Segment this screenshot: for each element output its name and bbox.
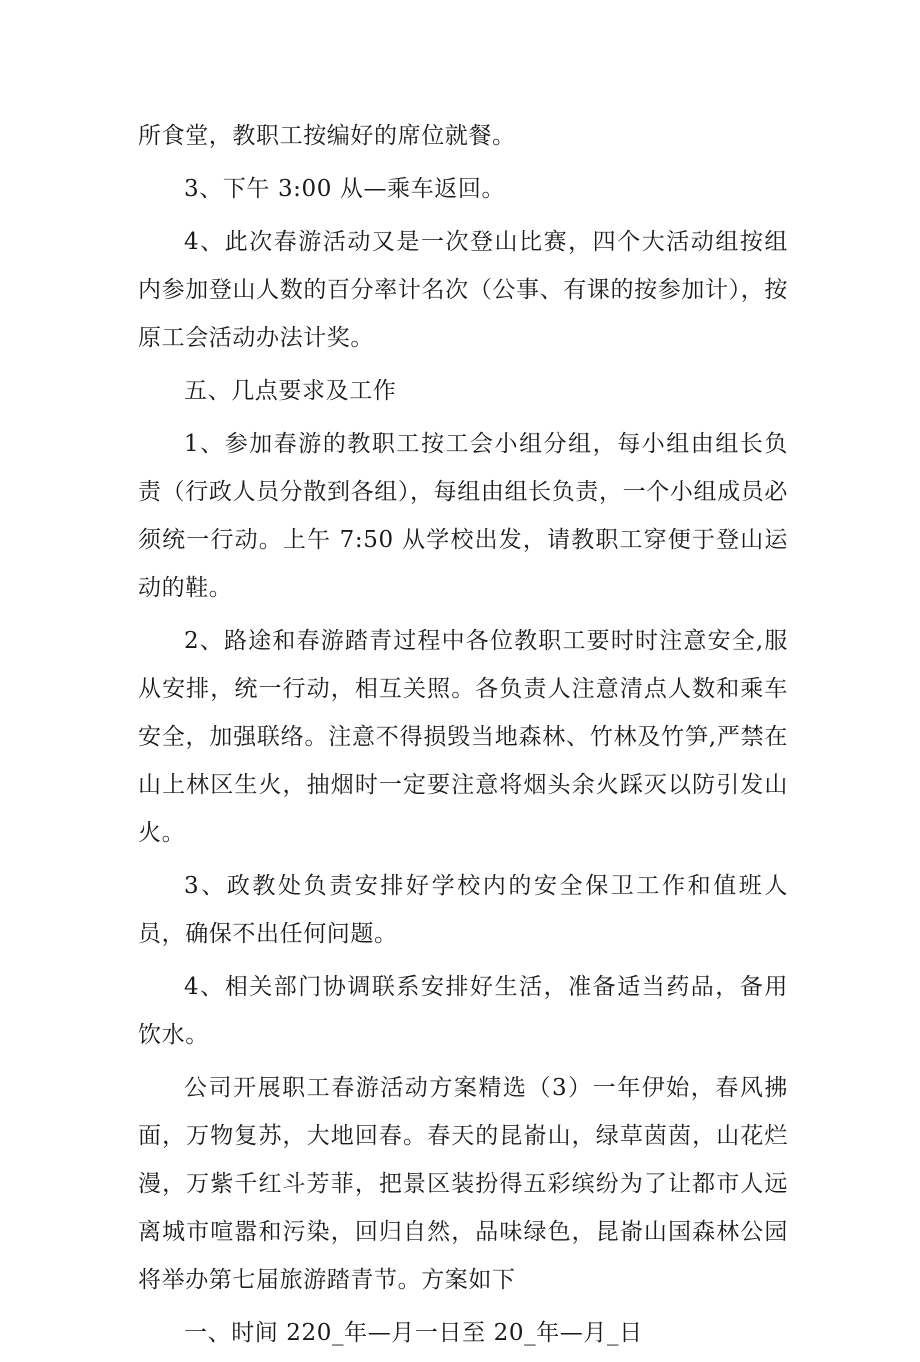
section-heading-requirements: 五、几点要求及工作: [184, 378, 397, 404]
paragraph-safety: 2、路途和春游踏青过程中各位教职工要时时注意安全,服从安排，统一行动，相互关照。各负责人注意清点人数和乘车安全，加强联络。注意不得损毁当地森林、竹林及竹笋,严禁在山上林区生火，抽烟时一定要注意将烟头余火踩灭以防引发山火。: [138, 628, 788, 846]
paragraph-grouping: 1、参加春游的教职工按工会小组分组，每小组由组长负责（行政人员分散到各组），每组由组长负责，一个小组成员必须统一行动。上午 7:50 从学校出发，请教职工穿便于登山运动的鞋。: [138, 431, 788, 601]
paragraph-continuation: 所食堂，教职工按编好的席位就餐。: [138, 123, 516, 149]
paragraph-climbing-contest: 4、此次春游活动又是一次登山比赛，四个大活动组按组内参加登山人数的百分率计名次（公事、有课的按参加计），按原工会活动办法计奖。: [138, 229, 788, 351]
paragraph-return-time: 3、下午 3:00 从—乘车返回。: [184, 176, 506, 202]
paragraph-time: 一、时间 220_年—月一日至 20_年—月_日: [184, 1320, 643, 1346]
document-body: [138, 112, 788, 1362]
paragraph-logistics: 4、相关部门协调联系安排好生活，准备适当药品，备用饮水。: [138, 974, 788, 1048]
paragraph-plan-intro: 公司开展职工春游活动方案精选（3）一年伊始，春风拂面，万物复苏，大地回春。春天的昆嵛山，绿草茵茵，山花烂漫，万紫千红斗芳菲，把景区装扮得五彩缤纷为了让都市人远离城市喧嚣和污染，回归自然，品味绿色，昆嵛山国森林公园将举办第七届旅游踏青节。方案如下: [138, 1075, 788, 1293]
paragraph-security-duty: 3、政教处负责安排好学校内的安全保卫工作和值班人员，确保不出任何问题。: [138, 873, 788, 947]
